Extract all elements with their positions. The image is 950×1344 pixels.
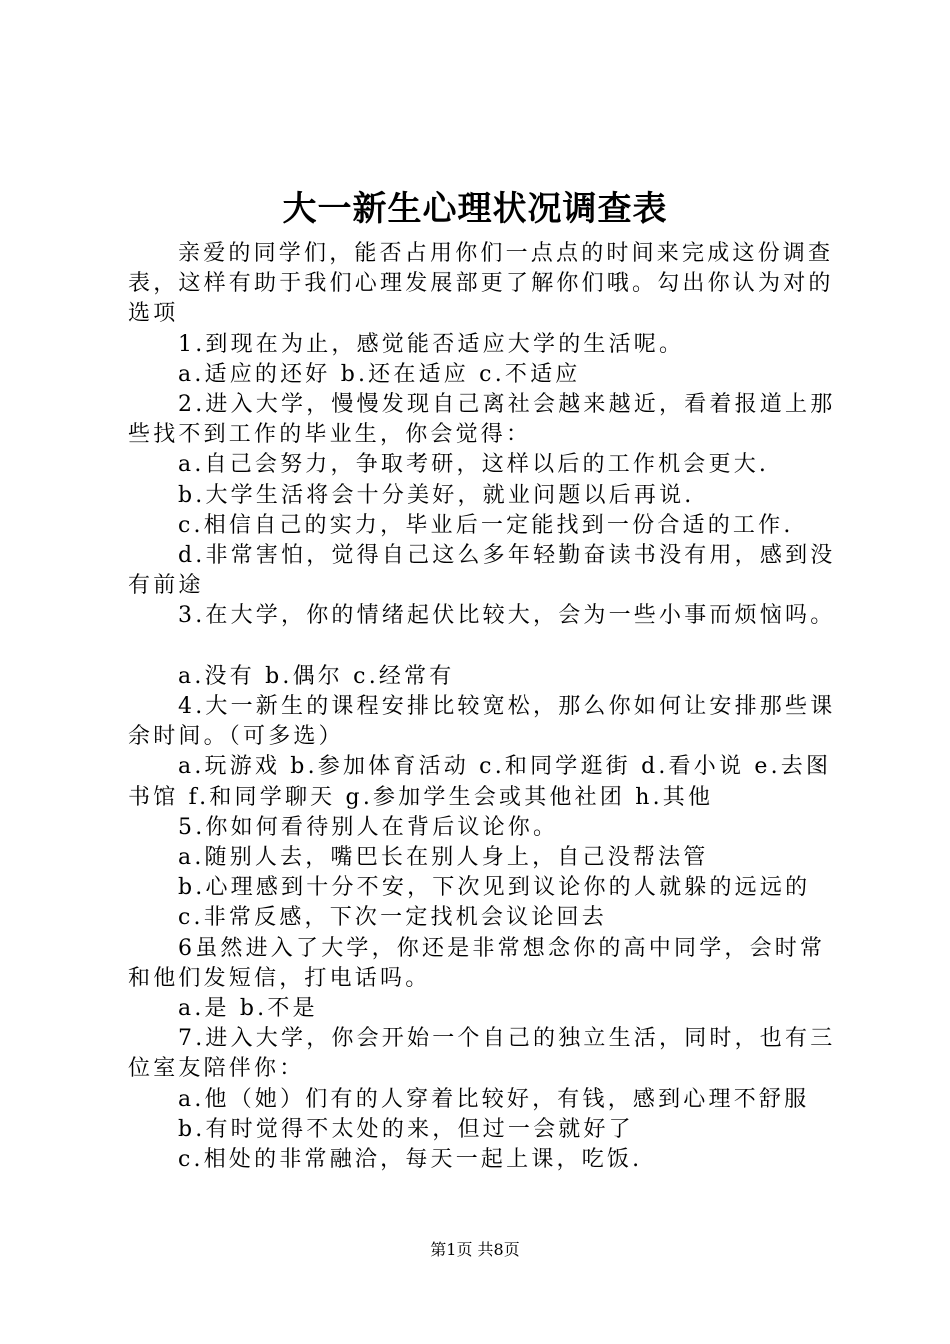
question-1-options: a.适应的还好 b.还在适应 c.不适应 (178, 361, 581, 387)
intro-paragraph: 亲爱的同学们，能否占用你们一点点的时间来完成这份调查表，这样有助于我们心理发展部更了解你们哦。勾出你认为对的选项 (128, 241, 834, 327)
question-7-option-b: b.有时觉得不太处的来，但过一会就好了 (178, 1116, 634, 1142)
question-7-option-a: a.他（她）们有的人穿着比较好，有钱，感到心理不舒服 (178, 1086, 810, 1112)
question-2-option-c: c.相信自己的实力，毕业后一定能找到一份合适的工作. (178, 512, 794, 538)
question-2-option-a: a.自己会努力，争取考研，这样以后的工作机会更大. (178, 452, 770, 478)
question-5-option-c: c.非常反感，下次一定找机会议论回去 (178, 905, 607, 931)
question-5-option-a: a.随别人去，嘴巴长在别人身上，自己没帮法管 (178, 845, 709, 871)
question-6: 6虽然进入了大学，你还是非常想念你的高中同学，会时常和他们发短信，打电话吗。 (128, 935, 826, 991)
page-title: 大一新生心理状况调查表 (282, 189, 668, 229)
question-5-option-b: b.心理感到十分不安，下次见到议论你的人就躲的远远的 (178, 875, 811, 901)
page-footer: 第1页 共8页 (430, 1240, 520, 1259)
question-2-option-b: b.大学生活将会十分美好，就业问题以后再说. (178, 482, 695, 508)
question-5: 5.你如何看待别人在背后议论你。 (178, 814, 559, 840)
question-3: 3.在大学，你的情绪起伏比较大，会为一些小事而烦恼吗。 (178, 603, 836, 629)
document-body (128, 239, 843, 1175)
question-6-options: a.是 b.不是 (178, 996, 318, 1022)
question-4-options: a.玩游戏 b.参加体育活动 c.和同学逛街 d.看小说 e.去图书馆 f.和同学聊天 g.参加学生会或其他社团 h.其他 (128, 754, 832, 810)
question-7-option-c: c.相处的非常融洽，每天一起上课，吃饭. (178, 1147, 643, 1173)
question-4: 4.大一新生的课程安排比较宽松，那么你如何让安排那些课余时间。（可多选） (128, 694, 836, 750)
question-1: 1.到现在为止，感觉能否适应大学的生活呢。 (178, 331, 685, 357)
question-2: 2.进入大学，慢慢发现自己离社会越来越近，看着报道上那些找不到工作的毕业生，你会觉得： (128, 392, 836, 448)
question-3-options: a.没有 b.偶尔 c.经常有 (178, 663, 455, 689)
blank-line (128, 632, 843, 662)
question-7: 7.进入大学，你会开始一个自己的独立生活，同时，也有三位室友陪伴你： (128, 1026, 836, 1082)
question-2-option-d: d.非常害怕，觉得自己这么多年轻勤奋读书没有用，感到没有前途 (128, 543, 836, 599)
